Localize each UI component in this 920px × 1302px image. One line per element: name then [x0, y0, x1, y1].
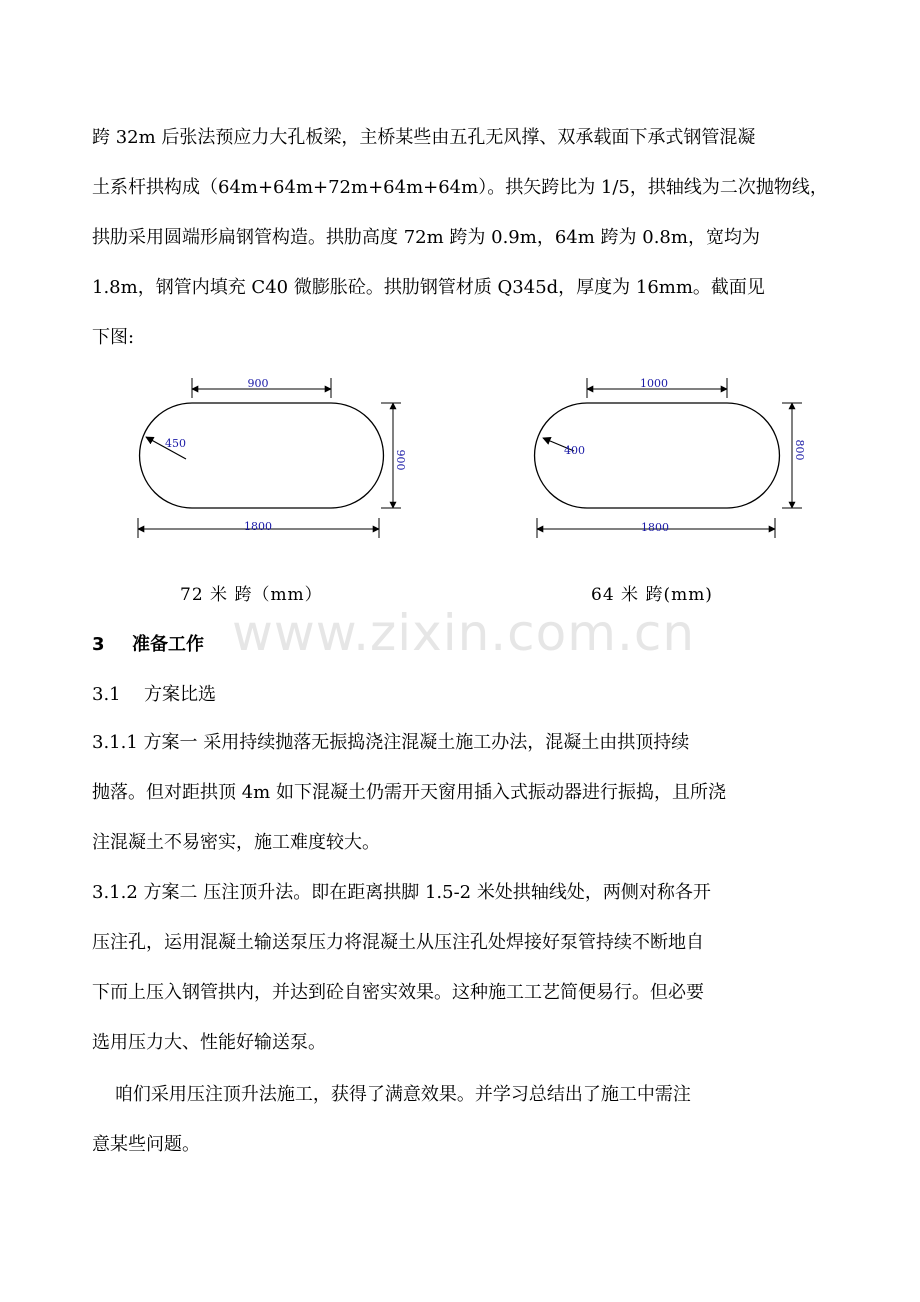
section-number: 3 — [92, 634, 105, 655]
section-3-heading — [92, 630, 204, 656]
section-72m — [138, 377, 407, 538]
section-3-1-heading — [92, 680, 216, 706]
conclusion-line: 意某些问题。 — [92, 1134, 200, 1155]
radius-72m: 450 — [165, 437, 186, 450]
watermark: www.zixin.com.cn — [232, 604, 696, 662]
plan-1-paragraph — [92, 718, 832, 868]
plan-1-line: 注混凝土不易密实，施工难度较大。 — [92, 832, 380, 853]
section-outline-72m — [140, 403, 384, 508]
plan-2-line: 选用压力大、性能好输送泵。 — [92, 1032, 326, 1053]
intro-line: 拱肋采用圆端形扁钢管构造。拱肋高度 72m 跨为 0.9m，64m 跨为 0.8m，宽均为 — [92, 227, 760, 248]
section-title: 方案比选 — [144, 684, 216, 705]
section-number: 3.1 — [92, 684, 121, 705]
intro-line: 下图: — [92, 327, 135, 348]
top-dim-64m: 1000 — [640, 377, 668, 390]
cross-section-figure — [0, 360, 920, 560]
plan-2-paragraph — [92, 868, 832, 1068]
intro-line: 跨 32m 后张法预应力大孔板梁，主桥某些由五孔无风撑、双承载面下承式钢管混凝 — [92, 127, 756, 148]
plan-2-line: 下而上压入钢管拱内，并达到砼自密实效果。这种施工工艺简便易行。但必要 — [92, 982, 704, 1003]
plan-2-line: 压注孔，运用混凝土输送泵压力将混凝土从压注孔处焊接好泵管持续不断地自 — [92, 932, 704, 953]
plan-2-line: 3.1.2 方案二 压注顶升法。即在距离拱脚 1.5-2 米处拱轴线处，两侧对称各开 — [92, 882, 711, 903]
caption-72m: 72 米 跨（mm） — [180, 585, 323, 605]
intro-line: 1.8m，钢管内填充 C40 微膨胀砼。拱肋钢管材质 Q345d，厚度为 16mm。截面见 — [92, 277, 765, 298]
section-64m — [535, 377, 806, 538]
height-dim-72m: 900 — [394, 449, 407, 471]
conclusion-paragraph — [92, 1070, 832, 1170]
width-dim-64m: 1800 — [641, 521, 669, 534]
plan-1-line: 抛落。但对距拱顶 4m 如下混凝土仍需开天窗用插入式振动器进行振捣，且所浇 — [92, 782, 726, 803]
plan-1-line: 3.1.1 方案一 采用持续抛落无振捣浇注混凝土施工办法，混凝土由拱顶持续 — [92, 732, 690, 753]
intro-line: 土系杆拱构成（64m+64m+72m+64m+64m）。拱矢跨比为 1/5，拱轴线为二次抛物线， — [92, 177, 828, 198]
top-dim-72m: 900 — [247, 377, 269, 390]
width-dim-72m: 1800 — [244, 520, 272, 533]
caption-64m: 64 米 跨(mm) — [591, 585, 713, 605]
intro-paragraph — [92, 113, 832, 363]
conclusion-line: 咱们采用压注顶升法施工，获得了满意效果。并学习总结出了施工中需注 — [92, 1084, 691, 1105]
radius-64m: 400 — [564, 444, 585, 457]
section-title: 准备工作 — [132, 634, 204, 655]
height-dim-64m: 800 — [793, 439, 806, 461]
